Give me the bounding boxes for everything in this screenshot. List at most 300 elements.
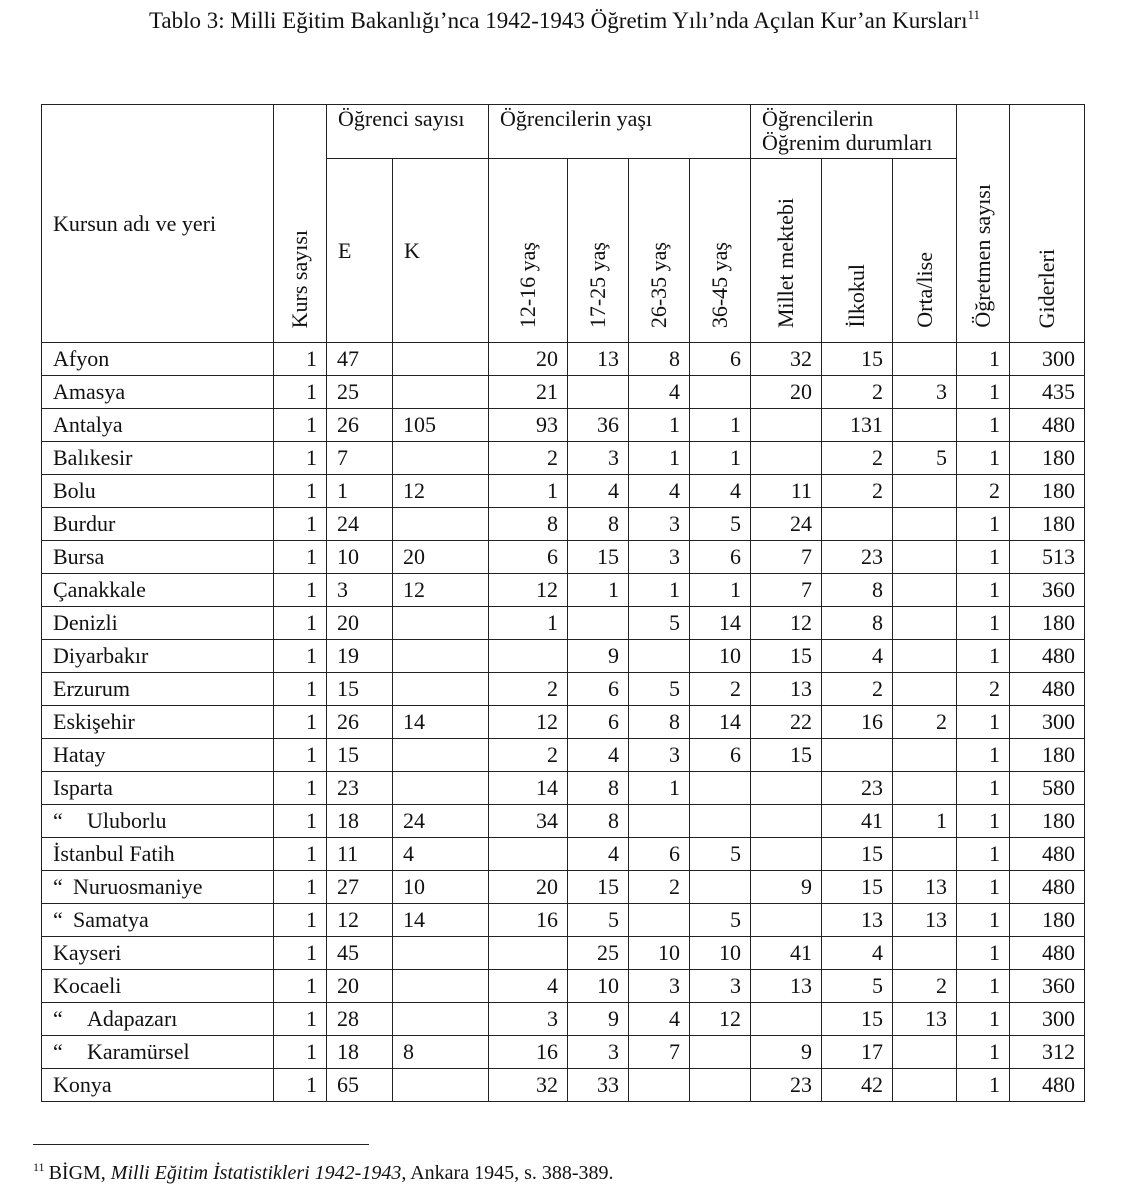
cell-age-17-25: 15 (568, 871, 629, 904)
cell-age-12-16: 16 (489, 904, 568, 937)
cell-millet-mektebi: 32 (751, 343, 822, 376)
cell-course-name (42, 772, 274, 805)
table-row (42, 706, 1085, 739)
cell-age-26-35: 7 (629, 1036, 690, 1069)
cell-expenses: 580 (1010, 772, 1085, 805)
cell-age-26-35 (629, 640, 690, 673)
cell-course-name (42, 970, 274, 1003)
courses-table (41, 104, 1085, 1102)
cell-age-17-25: 9 (568, 1003, 629, 1036)
cell-age-12-16 (489, 838, 568, 871)
cell-age-12-16: 32 (489, 1069, 568, 1102)
cell-millet-mektebi (751, 1003, 822, 1036)
cell-male: 25 (327, 376, 393, 409)
cell-course-count: 1 (274, 574, 327, 607)
cell-expenses: 480 (1010, 409, 1085, 442)
cell-male: 19 (327, 640, 393, 673)
cell-course-name (42, 739, 274, 772)
cell-age-12-16: 34 (489, 805, 568, 838)
cell-age-17-25: 13 (568, 343, 629, 376)
course-name-text: Uluborlu (87, 808, 167, 833)
cell-age-12-16 (489, 937, 568, 970)
course-name-text: Adapazarı (87, 1006, 178, 1031)
cell-age-17-25: 33 (568, 1069, 629, 1102)
table-row (42, 376, 1085, 409)
header-course-count (274, 105, 327, 343)
cell-orta-lise (893, 508, 957, 541)
cell-millet-mektebi: 7 (751, 574, 822, 607)
cell-age-17-25: 1 (568, 574, 629, 607)
cell-male: 12 (327, 904, 393, 937)
cell-course-name (42, 838, 274, 871)
cell-age-17-25: 4 (568, 739, 629, 772)
cell-age-12-16: 4 (489, 970, 568, 1003)
cell-female: 14 (393, 904, 489, 937)
cell-age-17-25: 8 (568, 772, 629, 805)
cell-age-36-45 (690, 376, 751, 409)
cell-age-17-25: 5 (568, 904, 629, 937)
header-expenses (1010, 105, 1085, 343)
cell-male: 15 (327, 739, 393, 772)
footnote-rest: , Ankara 1945, s. 388-389. (401, 1162, 614, 1184)
table-row (42, 1069, 1085, 1102)
footnote-number: 11 (33, 1160, 45, 1174)
cell-age-12-16: 12 (489, 706, 568, 739)
cell-male: 24 (327, 508, 393, 541)
table-row (42, 1036, 1085, 1069)
cell-orta-lise (893, 343, 957, 376)
cell-course-name (42, 1003, 274, 1036)
cell-female: 20 (393, 541, 489, 574)
cell-expenses: 180 (1010, 508, 1085, 541)
table-row (42, 442, 1085, 475)
cell-male: 47 (327, 343, 393, 376)
cell-course-count: 1 (274, 805, 327, 838)
cell-millet-mektebi: 9 (751, 871, 822, 904)
cell-male: 20 (327, 970, 393, 1003)
header-female: K (393, 159, 489, 343)
course-name-text: Kayseri (53, 940, 122, 965)
cell-teacher-count: 1 (957, 871, 1010, 904)
cell-age-17-25: 36 (568, 409, 629, 442)
cell-course-count: 1 (274, 343, 327, 376)
cell-orta-lise (893, 607, 957, 640)
cell-female (393, 739, 489, 772)
footnote (33, 1160, 614, 1186)
cell-female (393, 970, 489, 1003)
cell-expenses: 480 (1010, 838, 1085, 871)
course-name-text: Denizli (53, 610, 118, 635)
ditto-mark: “ (53, 874, 63, 899)
cell-age-26-35: 3 (629, 739, 690, 772)
header-orta-lise: Orta/lise (893, 159, 957, 343)
cell-course-count: 1 (274, 475, 327, 508)
cell-course-count: 1 (274, 1036, 327, 1069)
cell-ilkokul: 13 (822, 904, 893, 937)
cell-age-17-25: 4 (568, 838, 629, 871)
cell-orta-lise (893, 937, 957, 970)
cell-male: 1 (327, 475, 393, 508)
cell-expenses: 180 (1010, 739, 1085, 772)
cell-course-name (42, 508, 274, 541)
cell-female (393, 673, 489, 706)
cell-teacher-count: 1 (957, 706, 1010, 739)
cell-teacher-count: 2 (957, 475, 1010, 508)
footnote-source: BİGM, (48, 1162, 106, 1184)
header-course-name: Kursun adı ve yeri (42, 105, 274, 343)
cell-ilkokul: 2 (822, 442, 893, 475)
cell-age-36-45: 14 (690, 706, 751, 739)
cell-course-name (42, 574, 274, 607)
cell-female (393, 508, 489, 541)
cell-age-26-35: 6 (629, 838, 690, 871)
cell-age-12-16: 8 (489, 508, 568, 541)
header-millet-mektebi: Millet mektebi (751, 159, 822, 343)
cell-millet-mektebi: 12 (751, 607, 822, 640)
footnote-work-title: Milli Eğitim İstatistikleri 1942-1943 (110, 1162, 402, 1184)
cell-millet-mektebi: 20 (751, 376, 822, 409)
cell-millet-mektebi: 41 (751, 937, 822, 970)
table-row (42, 607, 1085, 640)
cell-course-count: 1 (274, 706, 327, 739)
cell-age-17-25: 3 (568, 442, 629, 475)
table-row (42, 508, 1085, 541)
cell-age-26-35: 5 (629, 673, 690, 706)
cell-expenses: 180 (1010, 475, 1085, 508)
cell-millet-mektebi: 24 (751, 508, 822, 541)
cell-male: 65 (327, 1069, 393, 1102)
ditto-mark: “ (53, 1039, 63, 1064)
cell-age-17-25: 25 (568, 937, 629, 970)
cell-course-name (42, 1036, 274, 1069)
cell-ilkokul: 8 (822, 607, 893, 640)
cell-age-26-35 (629, 1069, 690, 1102)
cell-teacher-count: 1 (957, 739, 1010, 772)
cell-female (393, 1003, 489, 1036)
table-body (42, 343, 1085, 1102)
cell-age-17-25: 9 (568, 640, 629, 673)
cell-ilkokul: 2 (822, 673, 893, 706)
cell-age-26-35: 8 (629, 706, 690, 739)
cell-expenses: 480 (1010, 871, 1085, 904)
cell-male: 28 (327, 1003, 393, 1036)
cell-male: 15 (327, 673, 393, 706)
cell-age-17-25: 10 (568, 970, 629, 1003)
cell-age-36-45 (690, 772, 751, 805)
cell-teacher-count: 1 (957, 1036, 1010, 1069)
cell-orta-lise (893, 739, 957, 772)
course-name-text: Diyarbakır (53, 643, 149, 668)
cell-expenses: 480 (1010, 1069, 1085, 1102)
table-title-text: Tablo 3: Milli Eğitim Bakanlığı’nca 1942-1943 Öğretim Yılı’nda Açılan Kur’an Kursları (148, 8, 968, 33)
cell-male: 23 (327, 772, 393, 805)
cell-orta-lise: 2 (893, 706, 957, 739)
cell-age-36-45 (690, 805, 751, 838)
cell-age-12-16: 20 (489, 871, 568, 904)
cell-ilkokul: 23 (822, 772, 893, 805)
table-row (42, 409, 1085, 442)
cell-course-name (42, 640, 274, 673)
cell-male: 3 (327, 574, 393, 607)
cell-ilkokul: 41 (822, 805, 893, 838)
cell-age-26-35: 4 (629, 1003, 690, 1036)
cell-course-name (42, 442, 274, 475)
cell-male: 7 (327, 442, 393, 475)
cell-ilkokul: 15 (822, 1003, 893, 1036)
header-age-12-16: 12-16 yaş (489, 159, 568, 343)
cell-teacher-count: 1 (957, 970, 1010, 1003)
cell-female (393, 640, 489, 673)
course-name-text: Afyon (53, 346, 110, 371)
table-row (42, 937, 1085, 970)
cell-female: 4 (393, 838, 489, 871)
course-name-text: Konya (53, 1072, 112, 1097)
header-teacher-count (957, 105, 1010, 343)
cell-female: 105 (393, 409, 489, 442)
cell-course-count: 1 (274, 376, 327, 409)
table-row (42, 475, 1085, 508)
course-name-text: Bolu (53, 478, 96, 503)
course-name-text: Isparta (53, 775, 113, 800)
cell-age-17-25: 8 (568, 805, 629, 838)
cell-teacher-count: 1 (957, 607, 1010, 640)
cell-expenses: 480 (1010, 937, 1085, 970)
cell-ilkokul (822, 508, 893, 541)
table-header (42, 105, 1085, 343)
cell-orta-lise: 5 (893, 442, 957, 475)
cell-orta-lise (893, 838, 957, 871)
title-footnote-ref: 11 (967, 7, 981, 22)
cell-teacher-count: 1 (957, 442, 1010, 475)
cell-expenses: 300 (1010, 706, 1085, 739)
cell-ilkokul: 17 (822, 1036, 893, 1069)
cell-teacher-count: 1 (957, 574, 1010, 607)
cell-age-12-16: 6 (489, 541, 568, 574)
cell-male: 26 (327, 706, 393, 739)
cell-age-26-35: 1 (629, 772, 690, 805)
cell-age-36-45: 10 (690, 937, 751, 970)
cell-teacher-count: 1 (957, 904, 1010, 937)
table-row (42, 772, 1085, 805)
cell-age-12-16: 16 (489, 1036, 568, 1069)
course-name-text: Eskişehir (53, 709, 135, 734)
cell-age-36-45: 6 (690, 343, 751, 376)
cell-age-26-35: 4 (629, 475, 690, 508)
cell-female (393, 607, 489, 640)
cell-teacher-count: 1 (957, 937, 1010, 970)
cell-course-count: 1 (274, 409, 327, 442)
cell-course-count: 1 (274, 838, 327, 871)
cell-age-12-16: 3 (489, 1003, 568, 1036)
cell-age-12-16: 1 (489, 607, 568, 640)
course-name-text: Kocaeli (53, 973, 122, 998)
cell-male: 18 (327, 1036, 393, 1069)
cell-orta-lise (893, 1069, 957, 1102)
cell-age-36-45: 6 (690, 739, 751, 772)
cell-expenses: 435 (1010, 376, 1085, 409)
cell-course-name (42, 475, 274, 508)
cell-age-36-45 (690, 1069, 751, 1102)
course-name-text: Karamürsel (87, 1039, 190, 1064)
table-row (42, 805, 1085, 838)
cell-age-36-45: 14 (690, 607, 751, 640)
cell-age-36-45: 4 (690, 475, 751, 508)
cell-expenses: 360 (1010, 970, 1085, 1003)
cell-teacher-count: 1 (957, 409, 1010, 442)
table-row (42, 838, 1085, 871)
header-teacher-count-label: Öğretmen sayısı (970, 184, 995, 328)
course-name-text: Balıkesir (53, 445, 133, 470)
cell-age-26-35 (629, 805, 690, 838)
cell-age-36-45 (690, 1036, 751, 1069)
cell-age-12-16: 2 (489, 673, 568, 706)
table-row (42, 574, 1085, 607)
course-name-text: Erzurum (53, 676, 130, 701)
cell-age-12-16: 20 (489, 343, 568, 376)
cell-millet-mektebi (751, 772, 822, 805)
table-row (42, 343, 1085, 376)
cell-millet-mektebi (751, 805, 822, 838)
cell-orta-lise: 1 (893, 805, 957, 838)
cell-female: 12 (393, 475, 489, 508)
cell-ilkokul: 15 (822, 871, 893, 904)
cell-expenses: 312 (1010, 1036, 1085, 1069)
header-education-status: Öğrencilerin Öğrenim durumları (751, 105, 957, 159)
cell-millet-mektebi (751, 409, 822, 442)
cell-age-26-35: 8 (629, 343, 690, 376)
cell-course-name (42, 673, 274, 706)
cell-age-26-35: 4 (629, 376, 690, 409)
cell-age-26-35: 2 (629, 871, 690, 904)
course-name-text: Bursa (53, 544, 105, 569)
header-ilkokul: İlkokul (822, 159, 893, 343)
cell-female: 8 (393, 1036, 489, 1069)
course-name-text: Nuruosmaniye (73, 874, 203, 899)
cell-course-count: 1 (274, 904, 327, 937)
table-row (42, 541, 1085, 574)
cell-ilkokul: 5 (822, 970, 893, 1003)
cell-age-26-35: 5 (629, 607, 690, 640)
cell-course-count: 1 (274, 739, 327, 772)
cell-age-26-35: 1 (629, 574, 690, 607)
cell-age-36-45: 10 (690, 640, 751, 673)
cell-millet-mektebi: 7 (751, 541, 822, 574)
cell-expenses: 480 (1010, 673, 1085, 706)
cell-male: 18 (327, 805, 393, 838)
cell-male: 11 (327, 838, 393, 871)
cell-course-name (42, 937, 274, 970)
cell-age-17-25: 4 (568, 475, 629, 508)
cell-millet-mektebi: 11 (751, 475, 822, 508)
cell-orta-lise (893, 1036, 957, 1069)
table-title (0, 4, 1129, 38)
cell-age-12-16: 12 (489, 574, 568, 607)
cell-age-12-16 (489, 640, 568, 673)
cell-orta-lise: 13 (893, 1003, 957, 1036)
cell-orta-lise (893, 409, 957, 442)
cell-millet-mektebi: 15 (751, 640, 822, 673)
course-name-text: Antalya (53, 412, 123, 437)
header-expenses-label: Giderleri (1034, 248, 1059, 328)
cell-orta-lise (893, 475, 957, 508)
cell-teacher-count: 1 (957, 805, 1010, 838)
cell-teacher-count: 1 (957, 838, 1010, 871)
cell-age-17-25 (568, 607, 629, 640)
cell-age-26-35: 3 (629, 541, 690, 574)
cell-ilkokul: 131 (822, 409, 893, 442)
cell-age-36-45 (690, 871, 751, 904)
ditto-mark: “ (53, 808, 63, 833)
cell-expenses: 300 (1010, 343, 1085, 376)
cell-millet-mektebi: 9 (751, 1036, 822, 1069)
cell-expenses: 513 (1010, 541, 1085, 574)
cell-age-36-45: 2 (690, 673, 751, 706)
course-name-text: Samatya (73, 907, 149, 932)
cell-ilkokul: 16 (822, 706, 893, 739)
cell-age-36-45: 5 (690, 904, 751, 937)
header-course-count-label: Kurs sayısı (287, 229, 312, 328)
cell-female (393, 937, 489, 970)
course-name-text: Çanakkale (53, 577, 146, 602)
table-row (42, 970, 1085, 1003)
cell-age-26-35: 10 (629, 937, 690, 970)
cell-orta-lise (893, 640, 957, 673)
cell-millet-mektebi (751, 904, 822, 937)
cell-course-name (42, 706, 274, 739)
cell-ilkokul (822, 739, 893, 772)
table-row (42, 871, 1085, 904)
cell-course-name (42, 343, 274, 376)
course-name-text: Hatay (53, 742, 106, 767)
cell-course-name (42, 871, 274, 904)
cell-millet-mektebi (751, 838, 822, 871)
cell-ilkokul: 4 (822, 937, 893, 970)
cell-age-36-45: 1 (690, 442, 751, 475)
cell-ilkokul: 4 (822, 640, 893, 673)
cell-ilkokul: 15 (822, 343, 893, 376)
cell-ilkokul: 15 (822, 838, 893, 871)
cell-course-count: 1 (274, 1069, 327, 1102)
cell-teacher-count: 1 (957, 376, 1010, 409)
cell-age-26-35: 1 (629, 409, 690, 442)
cell-expenses: 300 (1010, 1003, 1085, 1036)
cell-course-count: 1 (274, 970, 327, 1003)
cell-age-17-25: 8 (568, 508, 629, 541)
table-row (42, 1003, 1085, 1036)
cell-teacher-count: 1 (957, 1003, 1010, 1036)
cell-ilkokul: 2 (822, 376, 893, 409)
cell-orta-lise (893, 673, 957, 706)
cell-expenses: 360 (1010, 574, 1085, 607)
cell-course-name (42, 1069, 274, 1102)
header-student-count: Öğrenci sayısı (327, 105, 489, 159)
cell-course-count: 1 (274, 1003, 327, 1036)
cell-age-12-16: 1 (489, 475, 568, 508)
ditto-mark: “ (53, 907, 63, 932)
cell-female (393, 772, 489, 805)
header-age-26-35: 26-35 yaş (629, 159, 690, 343)
cell-female: 12 (393, 574, 489, 607)
cell-female: 14 (393, 706, 489, 739)
table-row (42, 739, 1085, 772)
cell-age-17-25: 3 (568, 1036, 629, 1069)
cell-course-count: 1 (274, 541, 327, 574)
cell-orta-lise: 2 (893, 970, 957, 1003)
cell-age-12-16: 2 (489, 442, 568, 475)
cell-expenses: 180 (1010, 805, 1085, 838)
cell-male: 20 (327, 607, 393, 640)
cell-male: 27 (327, 871, 393, 904)
